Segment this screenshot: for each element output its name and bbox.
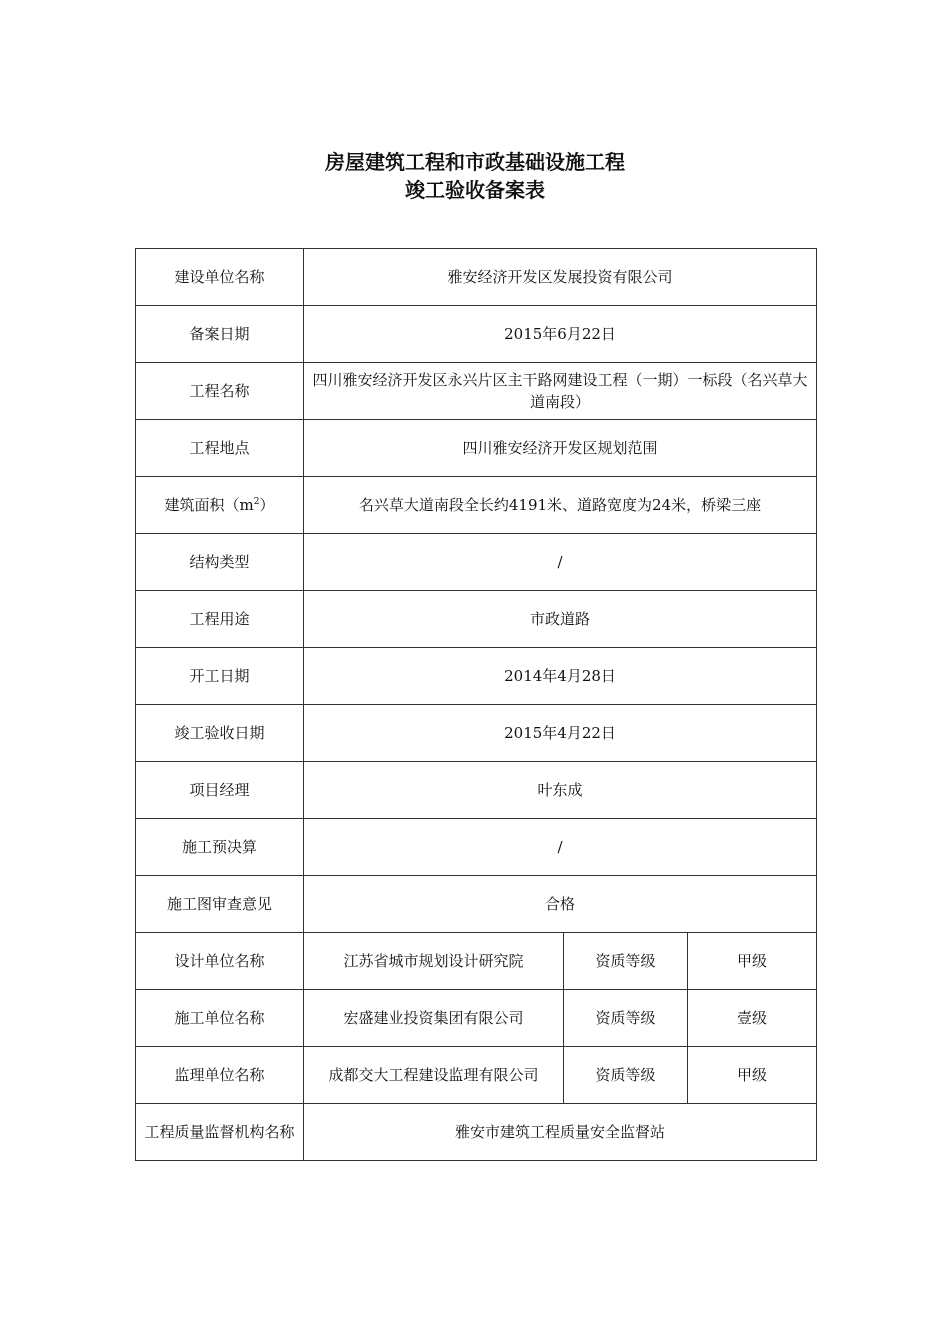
row-value: 四川雅安经济开发区永兴片区主干路网建设工程（一期）一标段（名兴草大道南段）: [304, 363, 817, 420]
table-row: [136, 819, 817, 876]
row-label: 工程名称: [136, 363, 304, 420]
row-value: 合格: [304, 876, 817, 933]
document-title-line2: 竣工验收备案表: [405, 178, 545, 202]
row-value: /: [304, 819, 817, 876]
table-row: [136, 648, 817, 705]
table-row: [136, 876, 817, 933]
document-title-line1: 房屋建筑工程和市政基础设施工程: [325, 150, 625, 174]
grade-label: 资质等级: [564, 990, 688, 1047]
row-label: 工程地点: [136, 420, 304, 477]
table-row: [136, 420, 817, 477]
table-row: [136, 591, 817, 648]
table-row: [136, 477, 817, 534]
table-row: [136, 1047, 817, 1104]
row-label: 竣工验收日期: [136, 705, 304, 762]
row-value: 市政道路: [304, 591, 817, 648]
row-label: 施工预决算: [136, 819, 304, 876]
grade-value: 壹级: [688, 990, 817, 1047]
table-row: [136, 990, 817, 1047]
row-label: 项目经理: [136, 762, 304, 819]
label-prefix: 建筑面积（m: [164, 496, 254, 514]
grade-value: 甲级: [688, 933, 817, 990]
unit-label: 监理单位名称: [136, 1047, 304, 1104]
unit-label: 设计单位名称: [136, 933, 304, 990]
grade-label: 资质等级: [564, 1047, 688, 1104]
row-label: 结构类型: [136, 534, 304, 591]
row-label: 建设单位名称: [136, 249, 304, 306]
table-row: [136, 762, 817, 819]
grade-label: 资质等级: [564, 933, 688, 990]
label-superscript: 2: [253, 497, 260, 507]
row-value: /: [304, 534, 817, 591]
row-value: 四川雅安经济开发区规划范围: [304, 420, 817, 477]
supervision-value: 雅安市建筑工程质量安全监督站: [304, 1104, 817, 1161]
label-suffix: ）: [259, 496, 275, 514]
row-label: 施工图审查意见: [136, 876, 304, 933]
row-value: 雅安经济开发区发展投资有限公司: [304, 249, 817, 306]
supervision-label: 工程质量监督机构名称: [136, 1104, 304, 1161]
table-row: [136, 933, 817, 990]
filing-form-table: [135, 248, 817, 1161]
unit-name: 宏盛建业投资集团有限公司: [304, 990, 564, 1047]
row-value: 名兴草大道南段全长约4191米、道路宽度为24米，桥梁三座: [304, 477, 817, 534]
unit-name: 江苏省城市规划设计研究院: [304, 933, 564, 990]
row-label: 备案日期: [136, 306, 304, 363]
table-row: [136, 363, 817, 420]
table-row: [136, 534, 817, 591]
row-value: 叶东成: [304, 762, 817, 819]
row-label: 开工日期: [136, 648, 304, 705]
table-row: [136, 1104, 817, 1161]
unit-label: 施工单位名称: [136, 990, 304, 1047]
table-row: [136, 249, 817, 306]
table-row: [136, 306, 817, 363]
row-label: 工程用途: [136, 591, 304, 648]
row-value: 2014年4月28日: [304, 648, 817, 705]
row-value: 2015年4月22日: [304, 705, 817, 762]
grade-value: 甲级: [688, 1047, 817, 1104]
row-label: [136, 477, 304, 534]
row-value: 2015年6月22日: [304, 306, 817, 363]
unit-name: 成都交大工程建设监理有限公司: [304, 1047, 564, 1104]
table-row: [136, 705, 817, 762]
